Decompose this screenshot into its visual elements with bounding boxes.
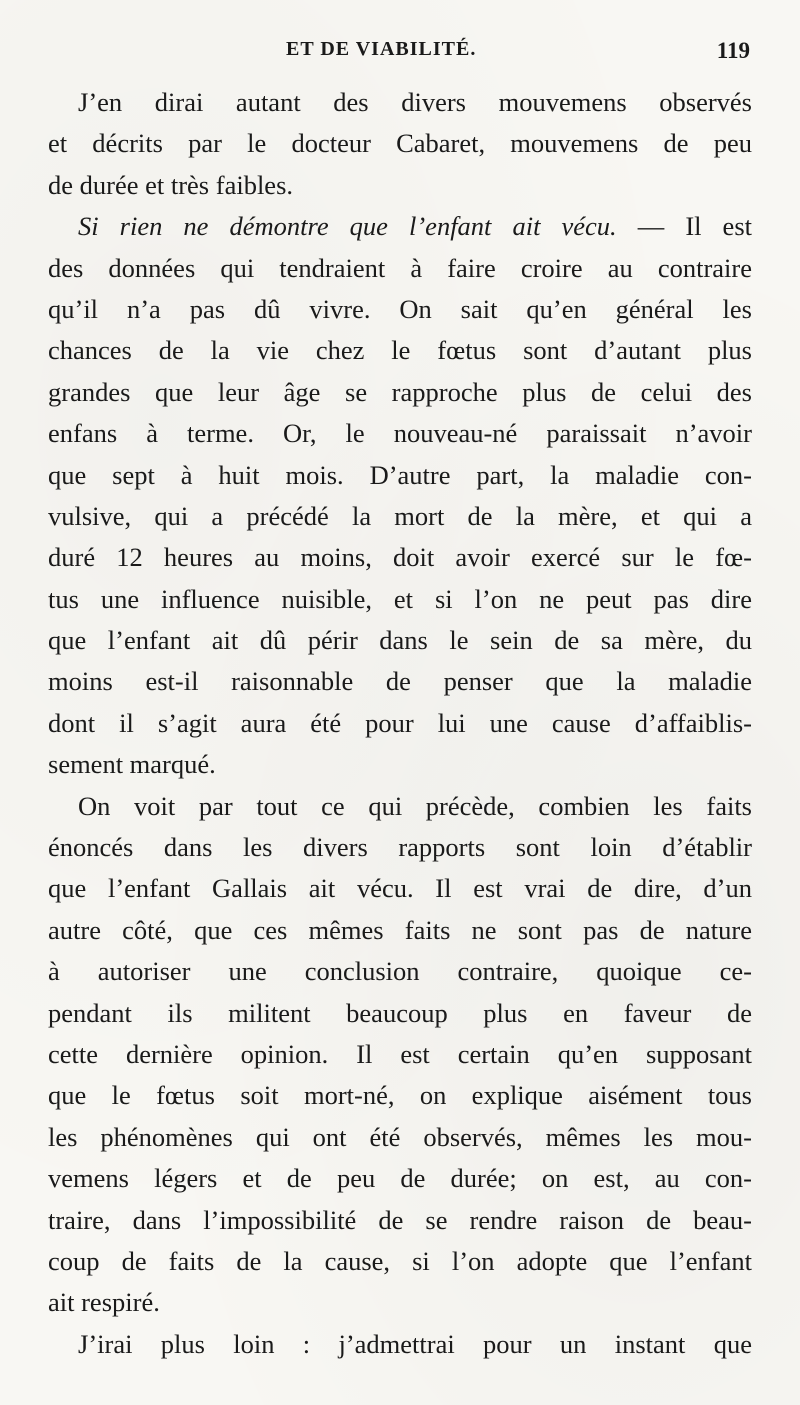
heading-continuation: — Il est (616, 211, 752, 242)
text-line: On voit par tout ce qui précède, combien les faits (78, 790, 752, 821)
text-line: J’irai plus loin : j’admettrai pour un instant que (78, 1328, 752, 1359)
text-line: pendant ils militent beaucoup plus en faveur de (48, 997, 752, 1028)
text-line: que le fœtus soit mort-né, on explique aisément tous (48, 1080, 752, 1111)
text-line: chances de la vie chez le fœtus sont d’autant plus (48, 335, 752, 366)
paragraph-3 (48, 786, 752, 1324)
text-line: coup de faits de la cause, si l’on adopte que l’enfant (48, 1245, 752, 1276)
text-line: des données qui tendraient à faire croire au contraire (48, 252, 752, 283)
text-line: qu’il n’a pas dû vivre. On sait qu’en général les (48, 293, 752, 324)
text-line: grandes que leur âge se rapproche plus de celui des (48, 376, 752, 407)
text-line: autre côté, que ces mêmes faits ne sont pas de nature (48, 914, 752, 945)
text-line: de durée et très faibles. (48, 169, 294, 200)
page-header (48, 38, 750, 78)
text-line: moins est-il raisonnable de penser que la maladie (48, 666, 752, 697)
text-line: enfans à terme. Or, le nouveau-né paraissait n’avoir (48, 418, 752, 449)
text-line: les phénomènes qui ont été observés, mêmes les mou- (48, 1121, 752, 1152)
text-line: sement marqué. (48, 749, 216, 780)
paragraph-1 (48, 82, 752, 206)
text-line: dont il s’agit aura été pour lui une cause d’affaiblis- (48, 707, 752, 738)
text-line: tus une influence nuisible, et si l’on ne peut pas dire (48, 583, 752, 614)
text-line: que sept à huit mois. D’autre part, la maladie con- (48, 459, 752, 490)
text-line: que l’enfant ait dû périr dans le sein de sa mère, du (48, 625, 752, 656)
text-line: cette dernière opinion. Il est certain qu’en supposant (48, 1038, 752, 1069)
page-number: 119 (716, 38, 750, 63)
text-line: à autoriser une conclusion contraire, quoique ce- (48, 956, 752, 987)
italic-heading: Si rien ne démontre que l’enfant ait vécu. (78, 211, 617, 242)
text-line: que l’enfant Gallais ait vécu. Il est vrai de dire, d’un (48, 873, 752, 904)
text-line: et décrits par le docteur Cabaret, mouvemens de peu (48, 128, 752, 159)
text-line: J’en dirai autant des divers mouvemens observés (78, 87, 752, 117)
body-text (48, 82, 752, 1365)
text-line: vulsive, qui a précédé la mort de la mère, et qui a (48, 500, 752, 531)
text-line: traire, dans l’impossibilité de se rendre raison de beau- (48, 1204, 752, 1235)
running-head: ET DE VIABILITÉ. (286, 38, 477, 60)
paragraph-2 (48, 206, 752, 785)
text-line: énoncés dans les divers rapports sont loin d’établir (48, 832, 752, 863)
text-line: duré 12 heures au moins, doit avoir exercé sur le fœ- (48, 542, 752, 573)
text-line: ait respiré. (48, 1287, 160, 1318)
text-line: vemens légers et de peu de durée; on est, au con- (48, 1163, 752, 1194)
text-line (48, 206, 752, 247)
paragraph-4 (48, 1324, 752, 1365)
